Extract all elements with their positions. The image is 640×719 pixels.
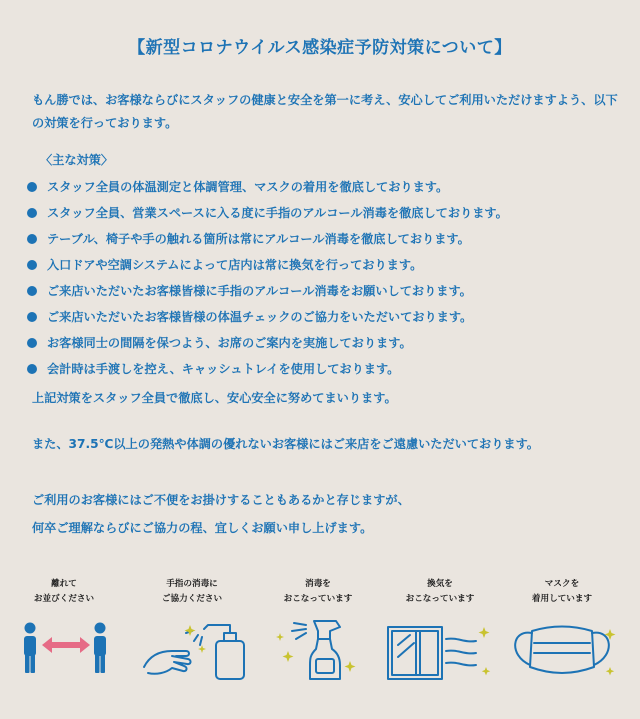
icon-card-mask (502, 577, 622, 609)
measures-list (27, 177, 627, 385)
window-ventilation-icon (380, 615, 500, 685)
intro-paragraph: もん勝では、お客様ならびにスタッフの健康と安全を第一に考え、安心してご利用いただけますよう、以下の対策を行っております。 (32, 93, 618, 130)
icon-card-distance (4, 577, 124, 609)
measure-item (27, 255, 627, 281)
bullet-icon (27, 182, 37, 192)
bullet-icon (27, 312, 37, 322)
icon-card-sanitize (132, 577, 252, 609)
measure-item (27, 229, 627, 255)
bullet-icon (27, 260, 37, 270)
hand-sanitize-icon (132, 615, 252, 685)
bullet-icon (27, 286, 37, 296)
icon-caption: 手指の消毒に ご協力ください (161, 579, 223, 604)
measure-item (27, 177, 627, 203)
face-mask-icon (502, 615, 622, 685)
measure-item (27, 307, 627, 333)
measure-item (27, 281, 627, 307)
bullet-icon (27, 364, 37, 374)
measure-text: スタッフ全員の体温測定と体調管理、マスクの着用を徹底しております。 (47, 180, 449, 194)
measure-text: テーブル、椅子や手の触れる箇所は常にアルコール消毒を徹底しております。 (47, 232, 470, 246)
measure-text: 入口ドアや空調システムによって店内は常に換気を行っております。 (47, 258, 423, 272)
apology-line-2: 何卒ご理解ならびにご協力の程、宜しくお願い申し上げます。 (32, 521, 373, 535)
apology-line-1: ご利用のお客様にはご不便をお掛けすることもあるかと存じますが、 (32, 493, 410, 507)
bullet-icon (27, 338, 37, 348)
icon-card-ventilation (380, 577, 500, 609)
measure-text: ご来店いただいたお客様皆様に手指のアルコール消毒をお願いしております。 (47, 284, 472, 298)
icon-caption: 離れて お並びください (33, 579, 95, 604)
measures-closing: 上記対策をスタッフ全員で徹底し、安心安全に努めてまいります。 (32, 391, 397, 405)
icon-caption: 換気を おこなっています (405, 579, 475, 604)
icon-card-spray (258, 577, 378, 609)
bullet-icon (27, 234, 37, 244)
measure-text: お客様同士の間隔を保つよう、お席のご案内を実施しております。 (47, 336, 412, 350)
social-distance-icon (4, 615, 124, 685)
measure-text: スタッフ全員、営業スペースに入る度に手指のアルコール消毒を徹底しております。 (47, 206, 508, 220)
icon-caption: マスクを 着用しています (531, 579, 593, 604)
measure-text: 会計時は手渡しを控え、キャッシュトレイを使用しております。 (47, 362, 400, 376)
spray-bottle-icon (258, 615, 378, 685)
measures-heading: 〈主な対策〉 (40, 153, 114, 167)
prevention-icons (0, 577, 640, 687)
measure-item (27, 333, 627, 359)
measure-text: ご来店いただいたお客様皆様の体温チェックのご協力をいただいております。 (47, 310, 473, 324)
measure-item (27, 359, 627, 385)
bullet-icon (27, 208, 37, 218)
measure-item (27, 203, 627, 229)
fever-notice: また、37.5℃以上の発熱や体調の優れないお客様にはご来店をご遠慮いただいております。 (32, 437, 539, 451)
page-title: 【新型コロナウイルス感染症予防対策について】 (128, 38, 512, 58)
icon-caption: 消毒を おこなっています (283, 579, 353, 604)
